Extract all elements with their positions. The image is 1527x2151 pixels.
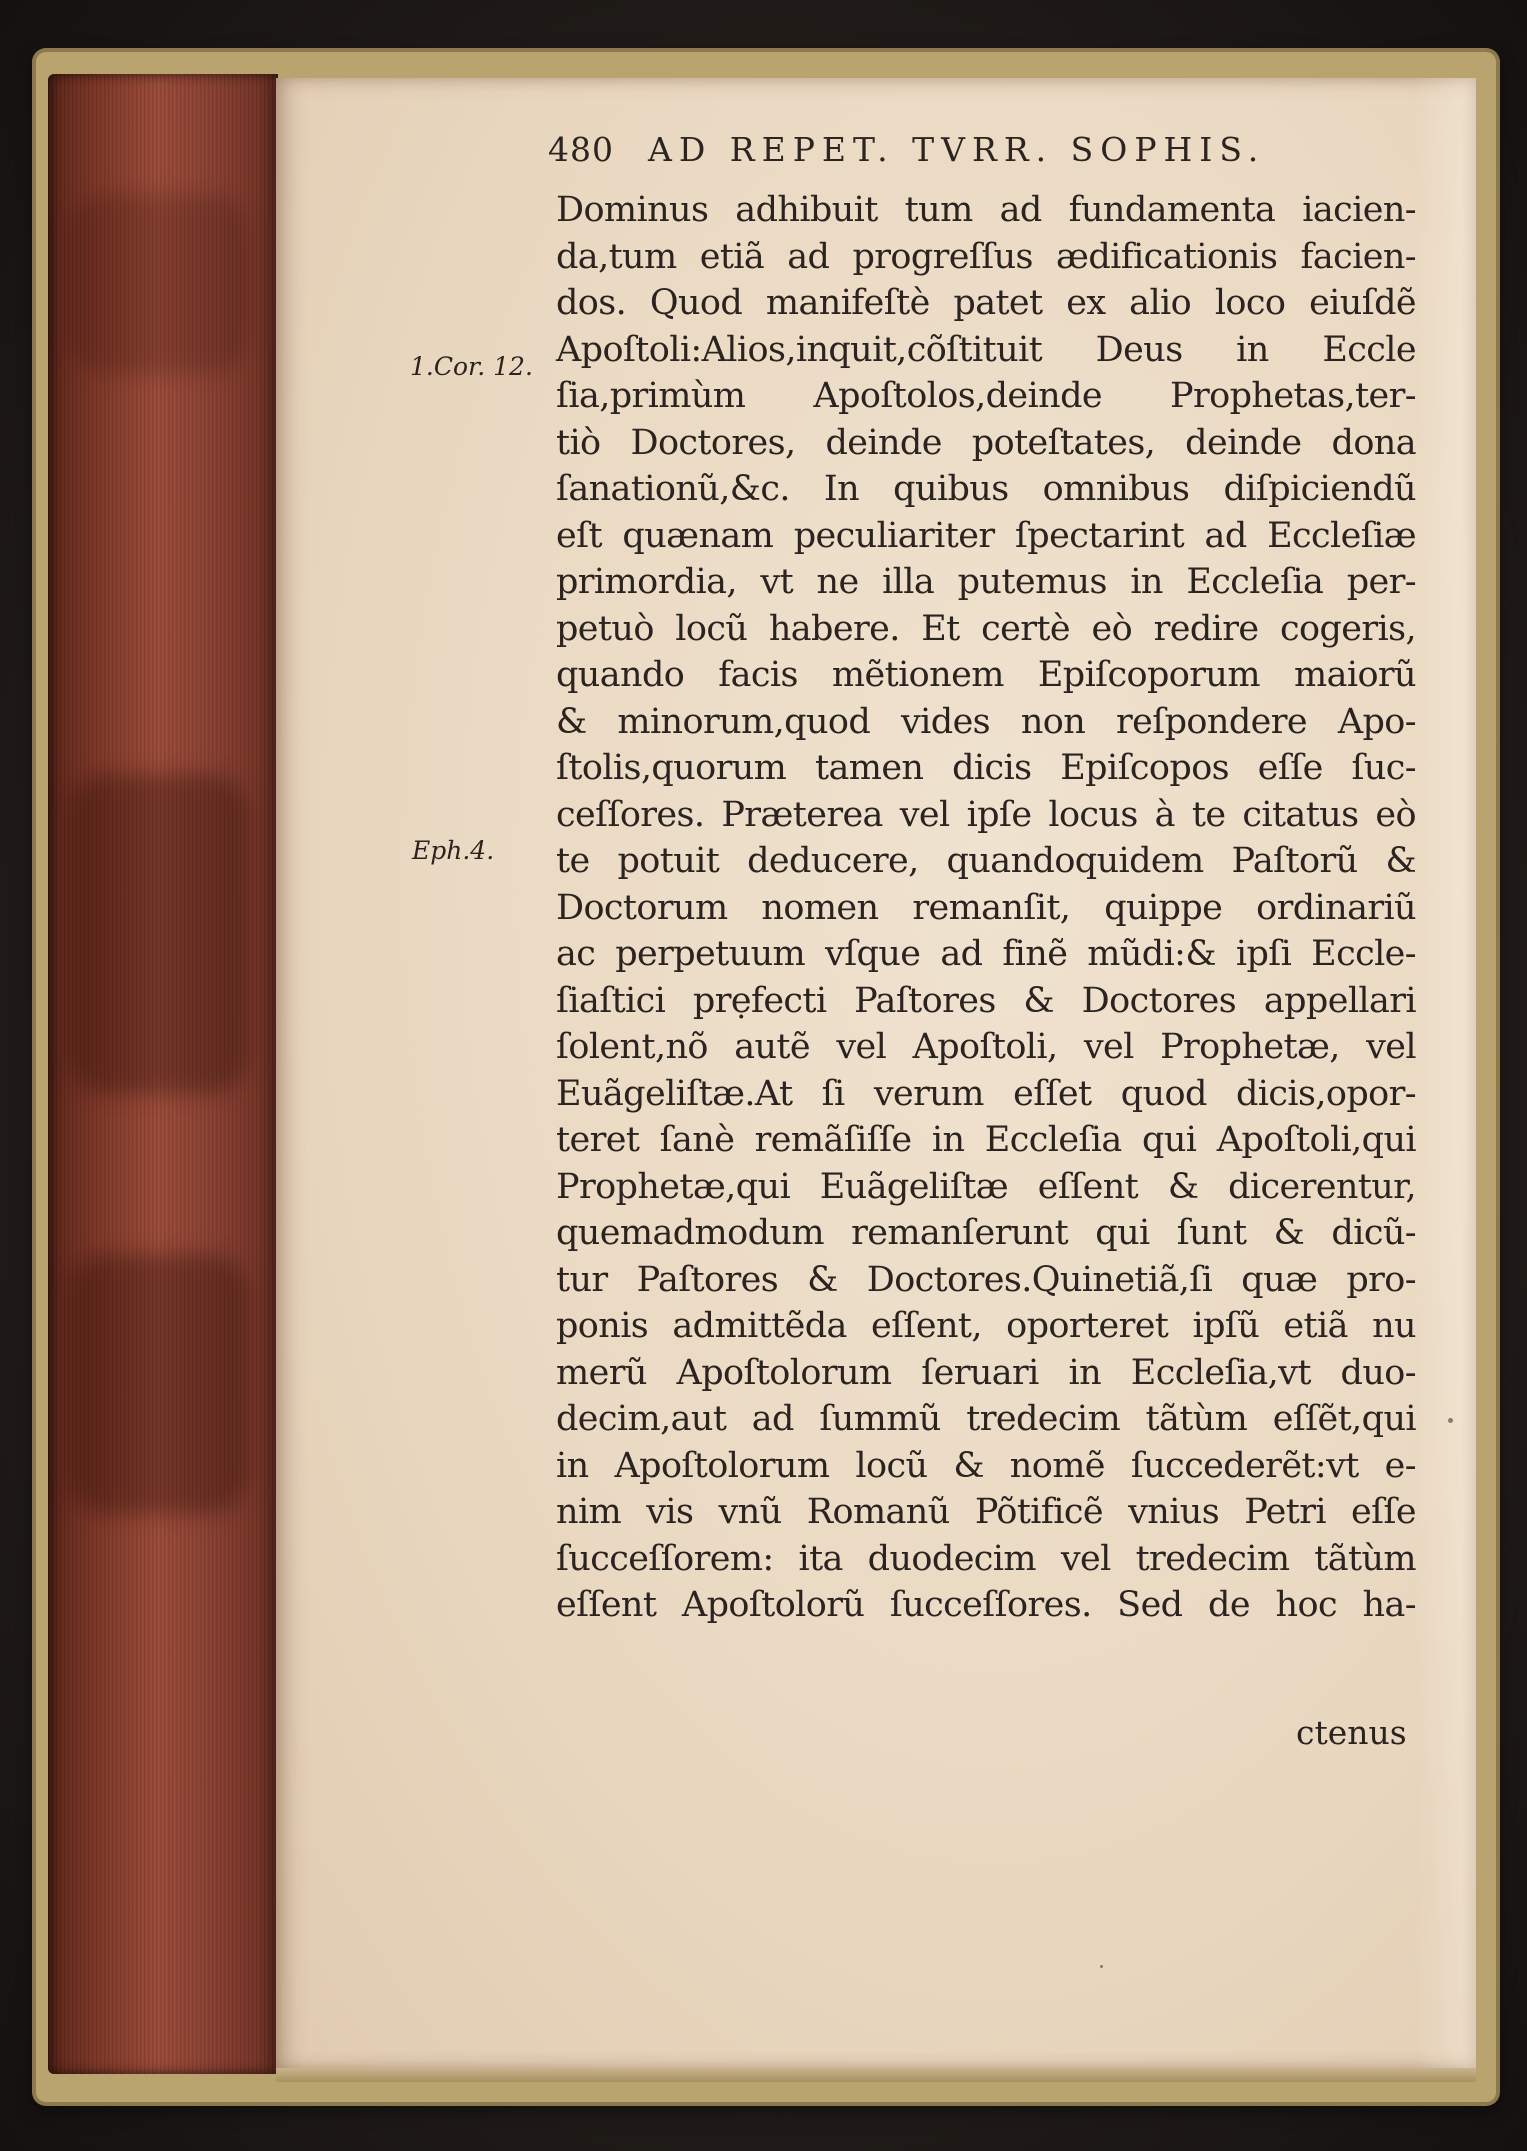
page-fore-edge bbox=[48, 74, 278, 2074]
text-line: quemadmodum remanſerunt qui ſunt & dicũ- bbox=[556, 1213, 1416, 1253]
text-line: ac perpetuum vſque ad finẽ mũdi:& ipſi Eccle- bbox=[556, 934, 1416, 974]
margin-note-eph: Eph.4. bbox=[412, 836, 495, 865]
text-line: primordia, vt ne illa putemus in Eccleſia per- bbox=[556, 562, 1416, 602]
page-number: 480 bbox=[548, 130, 614, 169]
margin-note-1cor: 1.Cor. 12. bbox=[410, 352, 533, 381]
text-line: ceſſores. Præterea vel ipſe locus à te citatus eò bbox=[556, 794, 1416, 835]
text-line: in Apoſtolorum locũ & nomẽ ſuccederẽt:vt e- bbox=[556, 1445, 1416, 1486]
text-line: dos. Quod manifeſtè patet ex alio loco eiuſdẽ bbox=[556, 283, 1416, 323]
page-bottom-edge bbox=[276, 2068, 1476, 2082]
text-line: eſt quænam peculiariter ſpectarint ad Eccleſiæ bbox=[556, 515, 1416, 556]
text-line: ſtolis,quorum tamen dicis Epiſcopos eſſe ſuc- bbox=[556, 748, 1416, 788]
text-line: te potuit deducere, quandoquidem Paſtorũ & bbox=[556, 841, 1416, 881]
text-line: Apoſtoli:Alios,inquit,cõſtituit Deus in Eccle bbox=[556, 329, 1416, 370]
text-line: Prophetæ,qui Euãgeliſtæ eſſent & dicerentur, bbox=[556, 1166, 1416, 1207]
text-line: nim vis vnũ Romanũ Põtificẽ vnius Petri eſſe bbox=[556, 1492, 1416, 1532]
text-line: ſolent,nõ autẽ vel Apoſtoli, vel Prophetæ, vel bbox=[556, 1027, 1416, 1067]
text-line: tiò Doctores, deinde poteſtates, deinde dona bbox=[556, 422, 1416, 463]
text-line: quando facis mẽtionem Epiſcoporum maiorũ bbox=[556, 655, 1416, 695]
text-line: merũ Apoſtolorum ſeruari in Eccleſia,vt duo- bbox=[556, 1352, 1416, 1393]
text-line: ponis admittẽda eſſent, oporteret ipſũ etiã nu bbox=[556, 1306, 1416, 1346]
text-line: Dominus adhibuit tum ad fundamenta iacien- bbox=[556, 190, 1416, 230]
text-line: ſanationũ,&c. In quibus omnibus diſpiciendũ bbox=[556, 469, 1416, 509]
text-line: ſucceſſorem: ita duodecim vel tredecim tãtùm bbox=[556, 1538, 1416, 1579]
text-line: ſia,primùm Apoſtolos,deinde Prophetas,ter- bbox=[556, 376, 1416, 416]
text-line: tur Paſtores & Doctores.Quinetiã,ſi quæ pro- bbox=[556, 1259, 1416, 1300]
catchword: ctenus bbox=[1296, 1713, 1407, 1752]
text-line: petuò locũ habere. Et certè eò redire cogeris, bbox=[556, 608, 1416, 649]
text-line: ſiaſtici prẹfecti Paſtores & Doctores appellari bbox=[556, 980, 1416, 1021]
running-head bbox=[548, 130, 1265, 169]
text-line: da,tum etiã ad progreſſus ædificationis facien- bbox=[556, 236, 1416, 277]
text-line: Doctorum nomen remanſit, quippe ordinariũ bbox=[556, 887, 1416, 928]
text-line: eſſent Apoſtolorũ ſucceſſores. Sed de hoc ha- bbox=[556, 1585, 1416, 1625]
text-line: decim,aut ad ſummũ tredecim tãtùm eſſẽt,qui bbox=[556, 1399, 1416, 1439]
text-line: & minorum,quod vides non reſpondere Apo- bbox=[556, 701, 1416, 742]
running-title: AD REPET. TVRR. SOPHIS. bbox=[648, 130, 1266, 169]
text-line: Euãgeliſtæ.At ſi verum eſſet quod dicis,opor- bbox=[556, 1073, 1416, 1114]
body-text bbox=[556, 187, 1416, 1629]
text-line: teret ſanè remãſiſſe in Eccleſia qui Apoſtoli,qui bbox=[556, 1120, 1416, 1160]
